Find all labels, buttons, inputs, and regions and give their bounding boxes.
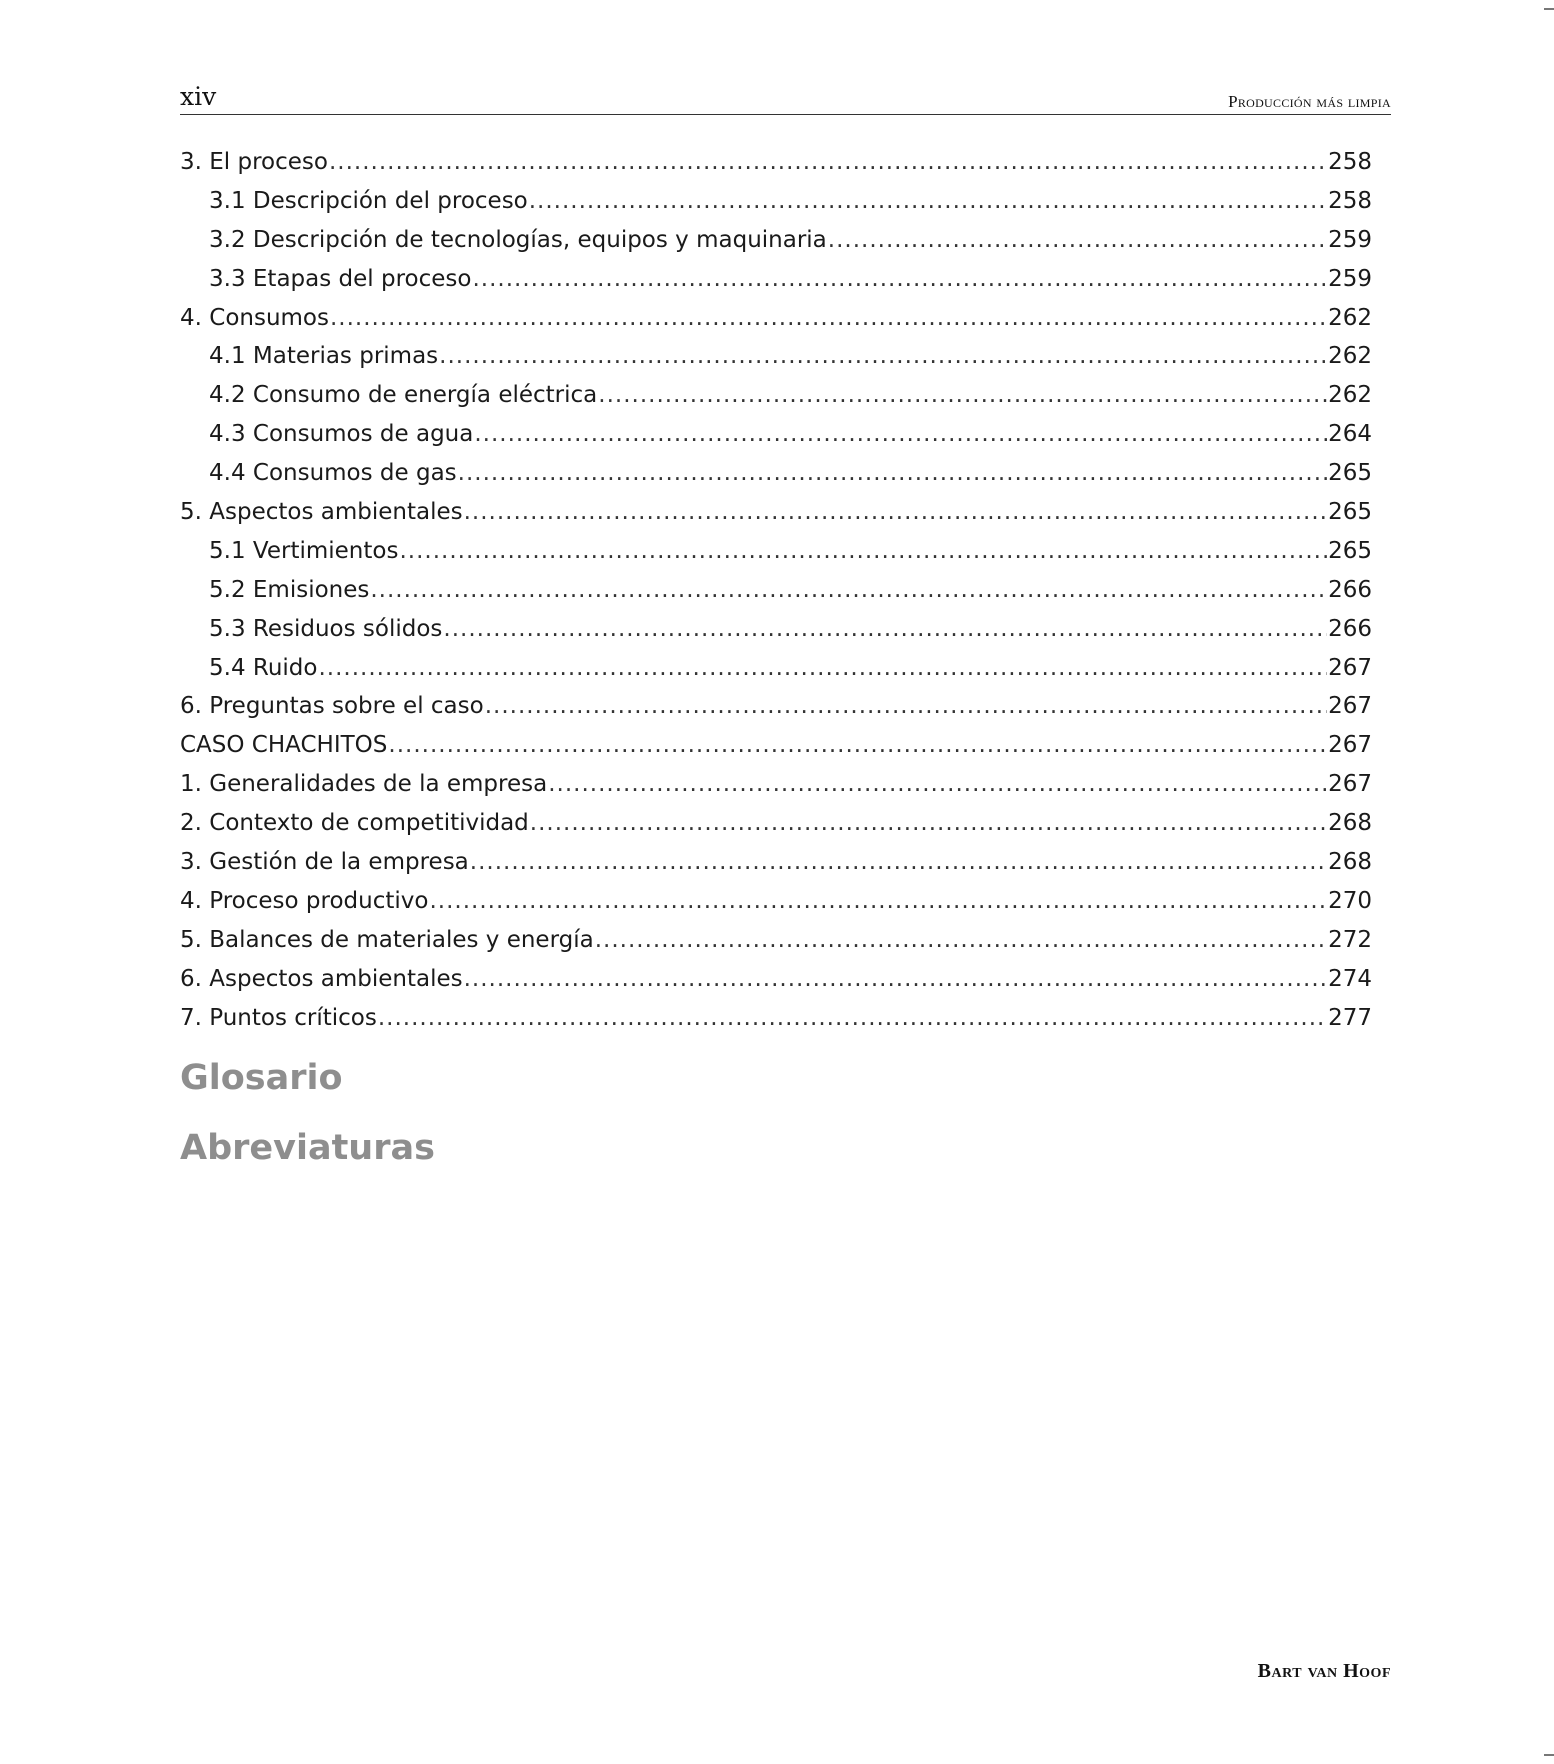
toc-entry[interactable]: [180, 499, 1372, 538]
crop-mark-bottom: [1544, 1754, 1554, 1756]
toc-entry-label: 1. Generalidades de la empresa: [180, 771, 548, 798]
toc-entry[interactable]: [180, 771, 1372, 810]
toc-entry-label: 5.4 Ruido: [209, 654, 318, 681]
toc-entry-page: 267: [1328, 732, 1372, 759]
toc-leader-dots: [464, 499, 1327, 525]
toc-entry[interactable]: [180, 849, 1372, 888]
toc-entry-page: 268: [1328, 849, 1372, 876]
toc-entry-label: 5. Aspectos ambientales: [180, 499, 463, 526]
toc-entry[interactable]: [180, 188, 1372, 227]
toc-entry-label: CASO CHACHITOS: [180, 732, 388, 759]
toc-entry[interactable]: [180, 732, 1372, 771]
toc-entry-page: 258: [1328, 149, 1372, 175]
toc-entry-page: 277: [1328, 1004, 1372, 1031]
toc-entry[interactable]: [180, 616, 1372, 655]
toc-entry-label: 3.3 Etapas del proceso: [209, 265, 472, 292]
toc-leader-dots: [458, 460, 1327, 486]
page-header: [180, 80, 1391, 115]
crop-mark-top: [1544, 8, 1554, 10]
toc-entry[interactable]: [180, 343, 1372, 382]
toc-leader-dots: [470, 849, 1327, 875]
toc-entry-label: 3. Gestión de la empresa: [180, 849, 469, 876]
toc-entry[interactable]: [180, 421, 1372, 460]
toc-entry-page: 262: [1328, 343, 1372, 370]
toc-entry[interactable]: [180, 227, 1372, 266]
toc-entry-label: 5.2 Emisiones: [209, 576, 370, 603]
toc-leader-dots: [548, 771, 1327, 797]
toc-entry-label: 6. Preguntas sobre el caso: [180, 693, 484, 720]
toc-entry-page: 272: [1328, 926, 1372, 953]
toc-entry[interactable]: [180, 655, 1372, 694]
toc-entry-label: 5. Balances de materiales y energía: [180, 926, 594, 953]
toc-entry[interactable]: [180, 1005, 1372, 1044]
toc-leader-dots: [474, 421, 1327, 447]
toc-entry-page: 267: [1328, 693, 1372, 720]
toc-entry[interactable]: [180, 305, 1372, 344]
abbreviations-heading[interactable]: Abreviaturas: [180, 1128, 435, 1168]
toc-leader-dots: [598, 382, 1327, 408]
toc-leader-dots: [329, 149, 1327, 175]
toc-entry-label: 4. Consumos: [180, 304, 329, 331]
toc-leader-dots: [595, 927, 1327, 953]
toc-entry[interactable]: [180, 460, 1372, 499]
toc-entry-page: 259: [1328, 265, 1372, 292]
toc-leader-dots: [529, 188, 1327, 214]
toc-entry-label: 4. Proceso productivo: [180, 887, 429, 914]
toc-leader-dots: [443, 616, 1327, 642]
toc-entry[interactable]: [180, 538, 1372, 577]
toc-leader-dots: [388, 732, 1327, 758]
toc-entry-label: 6. Aspectos ambientales: [180, 965, 463, 992]
toc-entry[interactable]: [180, 888, 1372, 927]
toc-leader-dots: [378, 1005, 1327, 1031]
toc-leader-dots: [472, 266, 1327, 292]
toc-entry-page: 267: [1328, 654, 1372, 681]
toc-entry-page: 265: [1328, 460, 1372, 487]
toc-entry-page: 270: [1328, 887, 1372, 914]
toc-entry-label: 4.3 Consumos de agua: [209, 421, 474, 448]
toc-entry-label: 2. Contexto de competitividad: [180, 810, 529, 837]
toc-entry-page: 266: [1328, 615, 1372, 642]
toc-entry-label: 5.1 Vertimientos: [209, 537, 399, 564]
toc-leader-dots: [330, 305, 1327, 331]
toc-entry-page: 267: [1328, 771, 1372, 798]
toc-entry-page: 258: [1328, 187, 1372, 214]
toc-entry-page: 265: [1328, 499, 1372, 526]
toc-entry-label: 3.2 Descripción de tecnologías, equipos y maquinaria: [209, 226, 827, 253]
toc-leader-dots: [439, 343, 1327, 369]
toc-leader-dots: [828, 227, 1327, 253]
toc-leader-dots: [464, 966, 1327, 992]
toc-leader-dots: [530, 810, 1327, 836]
toc-entry-page: 264: [1328, 421, 1372, 448]
toc-leader-dots: [429, 888, 1327, 914]
running-title: Producción más limpia: [1228, 92, 1391, 111]
toc-entry[interactable]: [180, 577, 1372, 616]
toc-entry-label: 4.1 Materias primas: [209, 343, 439, 370]
toc-leader-dots: [399, 538, 1327, 564]
toc-entry[interactable]: [180, 693, 1372, 732]
toc-entry[interactable]: [180, 810, 1372, 849]
toc-entry-label: 4.4 Consumos de gas: [209, 460, 457, 487]
toc-entry-label: 4.2 Consumo de energía eléctrica: [209, 382, 598, 409]
toc-entry-page: 262: [1328, 304, 1372, 331]
page-number: xiv: [180, 82, 217, 111]
toc-entry[interactable]: [180, 149, 1372, 188]
toc-entry-label: 5.3 Residuos sólidos: [209, 615, 443, 642]
glossary-heading[interactable]: Glosario: [180, 1058, 343, 1098]
toc-entry-page: 268: [1328, 810, 1372, 837]
toc-leader-dots: [370, 577, 1327, 603]
footer-author: Bart van Hoof: [1257, 1660, 1391, 1682]
toc-entry[interactable]: [180, 266, 1372, 305]
toc-entry[interactable]: [180, 927, 1372, 966]
toc-entry[interactable]: [180, 382, 1372, 421]
toc-leader-dots: [318, 655, 1327, 681]
toc-entry[interactable]: [180, 966, 1372, 1005]
toc-entry-label: 3.1 Descripción del proceso: [209, 187, 528, 214]
toc-entry-label: 7. Puntos críticos: [180, 1004, 377, 1031]
table-of-contents: [180, 149, 1372, 1043]
toc-entry-page: 259: [1328, 226, 1372, 253]
toc-leader-dots: [485, 693, 1327, 719]
toc-entry-page: 266: [1328, 576, 1372, 603]
toc-entry-label: 3. El proceso: [180, 149, 328, 175]
toc-entry-page: 265: [1328, 537, 1372, 564]
toc-entry-page: 262: [1328, 382, 1372, 409]
toc-entry-page: 274: [1328, 965, 1372, 992]
